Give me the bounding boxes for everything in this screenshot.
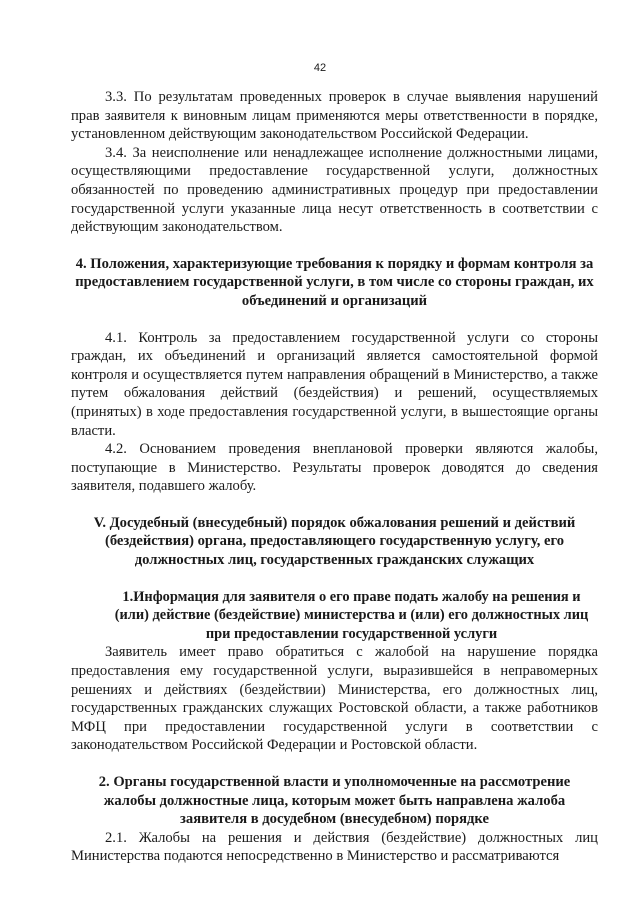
section-4-heading: 4. Положения, характеризующие требования к порядку и формам контроля за предоставлением государственной услуги, в том числе со стороны граждан, их объединений и организаций bbox=[75, 255, 594, 309]
paragraph-complaint-right: Заявитель имеет право обратиться с жалобой на нарушение порядка предоставления ему государственной услуги, выразившейся в неправомерных решениях и действиях (бездействии) Министерства, его должностных лиц, государственных гражданских служащих Ростовской области, а также работников МФЦ при предоставлении государственной услуги в соответствии с законодательством Российской Федерации и Ростовской области. bbox=[71, 644, 598, 754]
section-v-heading: V. Досудебный (внесудебный) порядок обжалования решений и действий (бездействия) органа, предоставляющего государственную услугу, его должностных лиц, государственных гражданских служащих bbox=[93, 514, 576, 569]
subsection-2-heading: 2. Органы государственной власти и уполномоченные на рассмотрение жалобы должностные лица, которым может быть направлена жалоба заявителя в досудебном (внесудебном) порядке bbox=[98, 774, 571, 828]
document-body bbox=[71, 88, 598, 866]
subsection-1-heading: 1.Информация для заявителя о его праве подать жалобу на решения и (или) действие (бездействие) министерства и (или) его должностных лиц при предоставлении государственной услуги bbox=[114, 588, 589, 642]
paragraph-3-3: 3.3. По результатам проведенных проверок в случае выявления нарушений прав заявителя к виновным лицам применяются меры ответственности в порядке, установленном действующим законодательством Российской Федерации. bbox=[71, 89, 598, 143]
page-number: 42 bbox=[313, 62, 327, 74]
paragraph-3-4: 3.4. За неисполнение или ненадлежащее исполнение должностными лицами, осуществляющими предоставление государственной услуги, должностных обязанностей по проведению административных процедур при предоставлении государственной услуги указанные лица несут ответственность в соответствии с действующим законодательством. bbox=[71, 144, 598, 236]
paragraph-2-1: 2.1. Жалобы на решения и действия (бездействие) должностных лиц Министерства подаются непосредственно в Министерство и рассматриваются bbox=[71, 829, 598, 865]
paragraph-4-1: 4.1. Контроль за предоставлением государственной услуги со стороны граждан, их объединений и организаций является самостоятельной формой контроля и осуществляется путем направления обращений в Министерство, а также путем обжалования действий (бездействия) и решений, осуществляемых (принятых) в ходе предоставления государственной услуги, в вышестоящие органы власти. bbox=[71, 329, 598, 439]
paragraph-4-2: 4.2. Основанием проведения внеплановой проверки являются жалобы, поступающие в Министерство. Результаты проверок доводятся до сведения заявителя, подавшего жалобу. bbox=[71, 441, 598, 495]
